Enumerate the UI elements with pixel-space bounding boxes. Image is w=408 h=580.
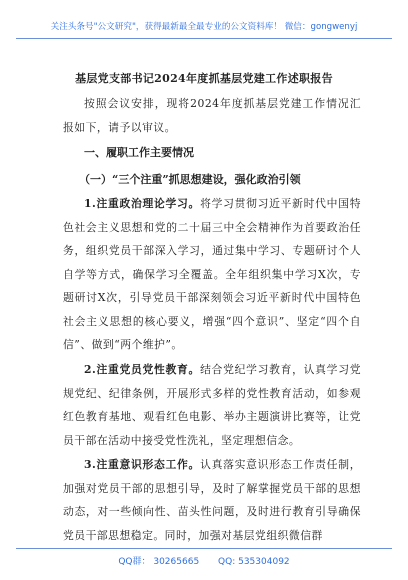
item-3-lead: 3.注重意识形态工作。 <box>84 458 201 471</box>
item-1-body: 将学习贯彻习近平新时代中国特色社会主义思想和党的二十届三中全会精神作为首要政治任务，组织党员干部深入学习，通过集中学习、专题研讨个人自学等方式，确保学习全覆盖。全年组织集中学习X次，专题研讨X次，引导党员干部深刻领会习近平新时代中国特色社会主义思想的核心要义，增强“四个意识”、坚定“四个自信”、做到“两个维护”。 <box>63 197 361 351</box>
paragraph-item-1 <box>63 192 361 357</box>
paragraph-item-2 <box>63 358 361 452</box>
item-2-lead: 2.注重党员党性教育。 <box>84 363 201 376</box>
intro-paragraph: 按照会议安排，现将2024年度抓基层党建工作情况汇报如下，请予以审议。 <box>63 97 361 134</box>
footer-qq: QQ: 535304092 <box>218 557 290 567</box>
item-1-lead: 1.注重政治理论学习。 <box>84 197 201 210</box>
document-title: 基层党支部书记2024年度抓基层党建工作述职报告 <box>75 72 333 85</box>
section-heading: 一、履职工作主要情况 <box>84 146 194 159</box>
item-2-body: 结合党纪学习教育，认真学习党规党纪、纪律条例，开展形式多样的党性教育活动，如参观红色教育基地、观看红色电影、举办主题演讲比赛等，让党员干部在活动中接受党性洗礼，坚定理想信念。 <box>63 363 361 447</box>
footer-rule <box>16 548 392 549</box>
item-3-body: 认真落实意识形态工作责任制，加强对党员干部的思想引导，及时了解掌握党员干部的思想动态，对一些倾向性、苗头性问题，及时进行教育引导确保党员干部思想稳定。同时，加强对基层党组织微信群 <box>63 458 361 542</box>
header-banner: 关注头条号"公文研究"，获得最新最全最专业的公文资料库！ 微信：gongwenyj <box>50 22 358 32</box>
subsection-heading: （一）“三个注重”抓思想建设，强化政治引领 <box>79 173 301 186</box>
footer-qq-group: QQ群： 30265665 <box>118 557 200 567</box>
paragraph-item-3 <box>63 453 361 547</box>
footer <box>0 554 408 567</box>
header-rule <box>16 38 392 39</box>
